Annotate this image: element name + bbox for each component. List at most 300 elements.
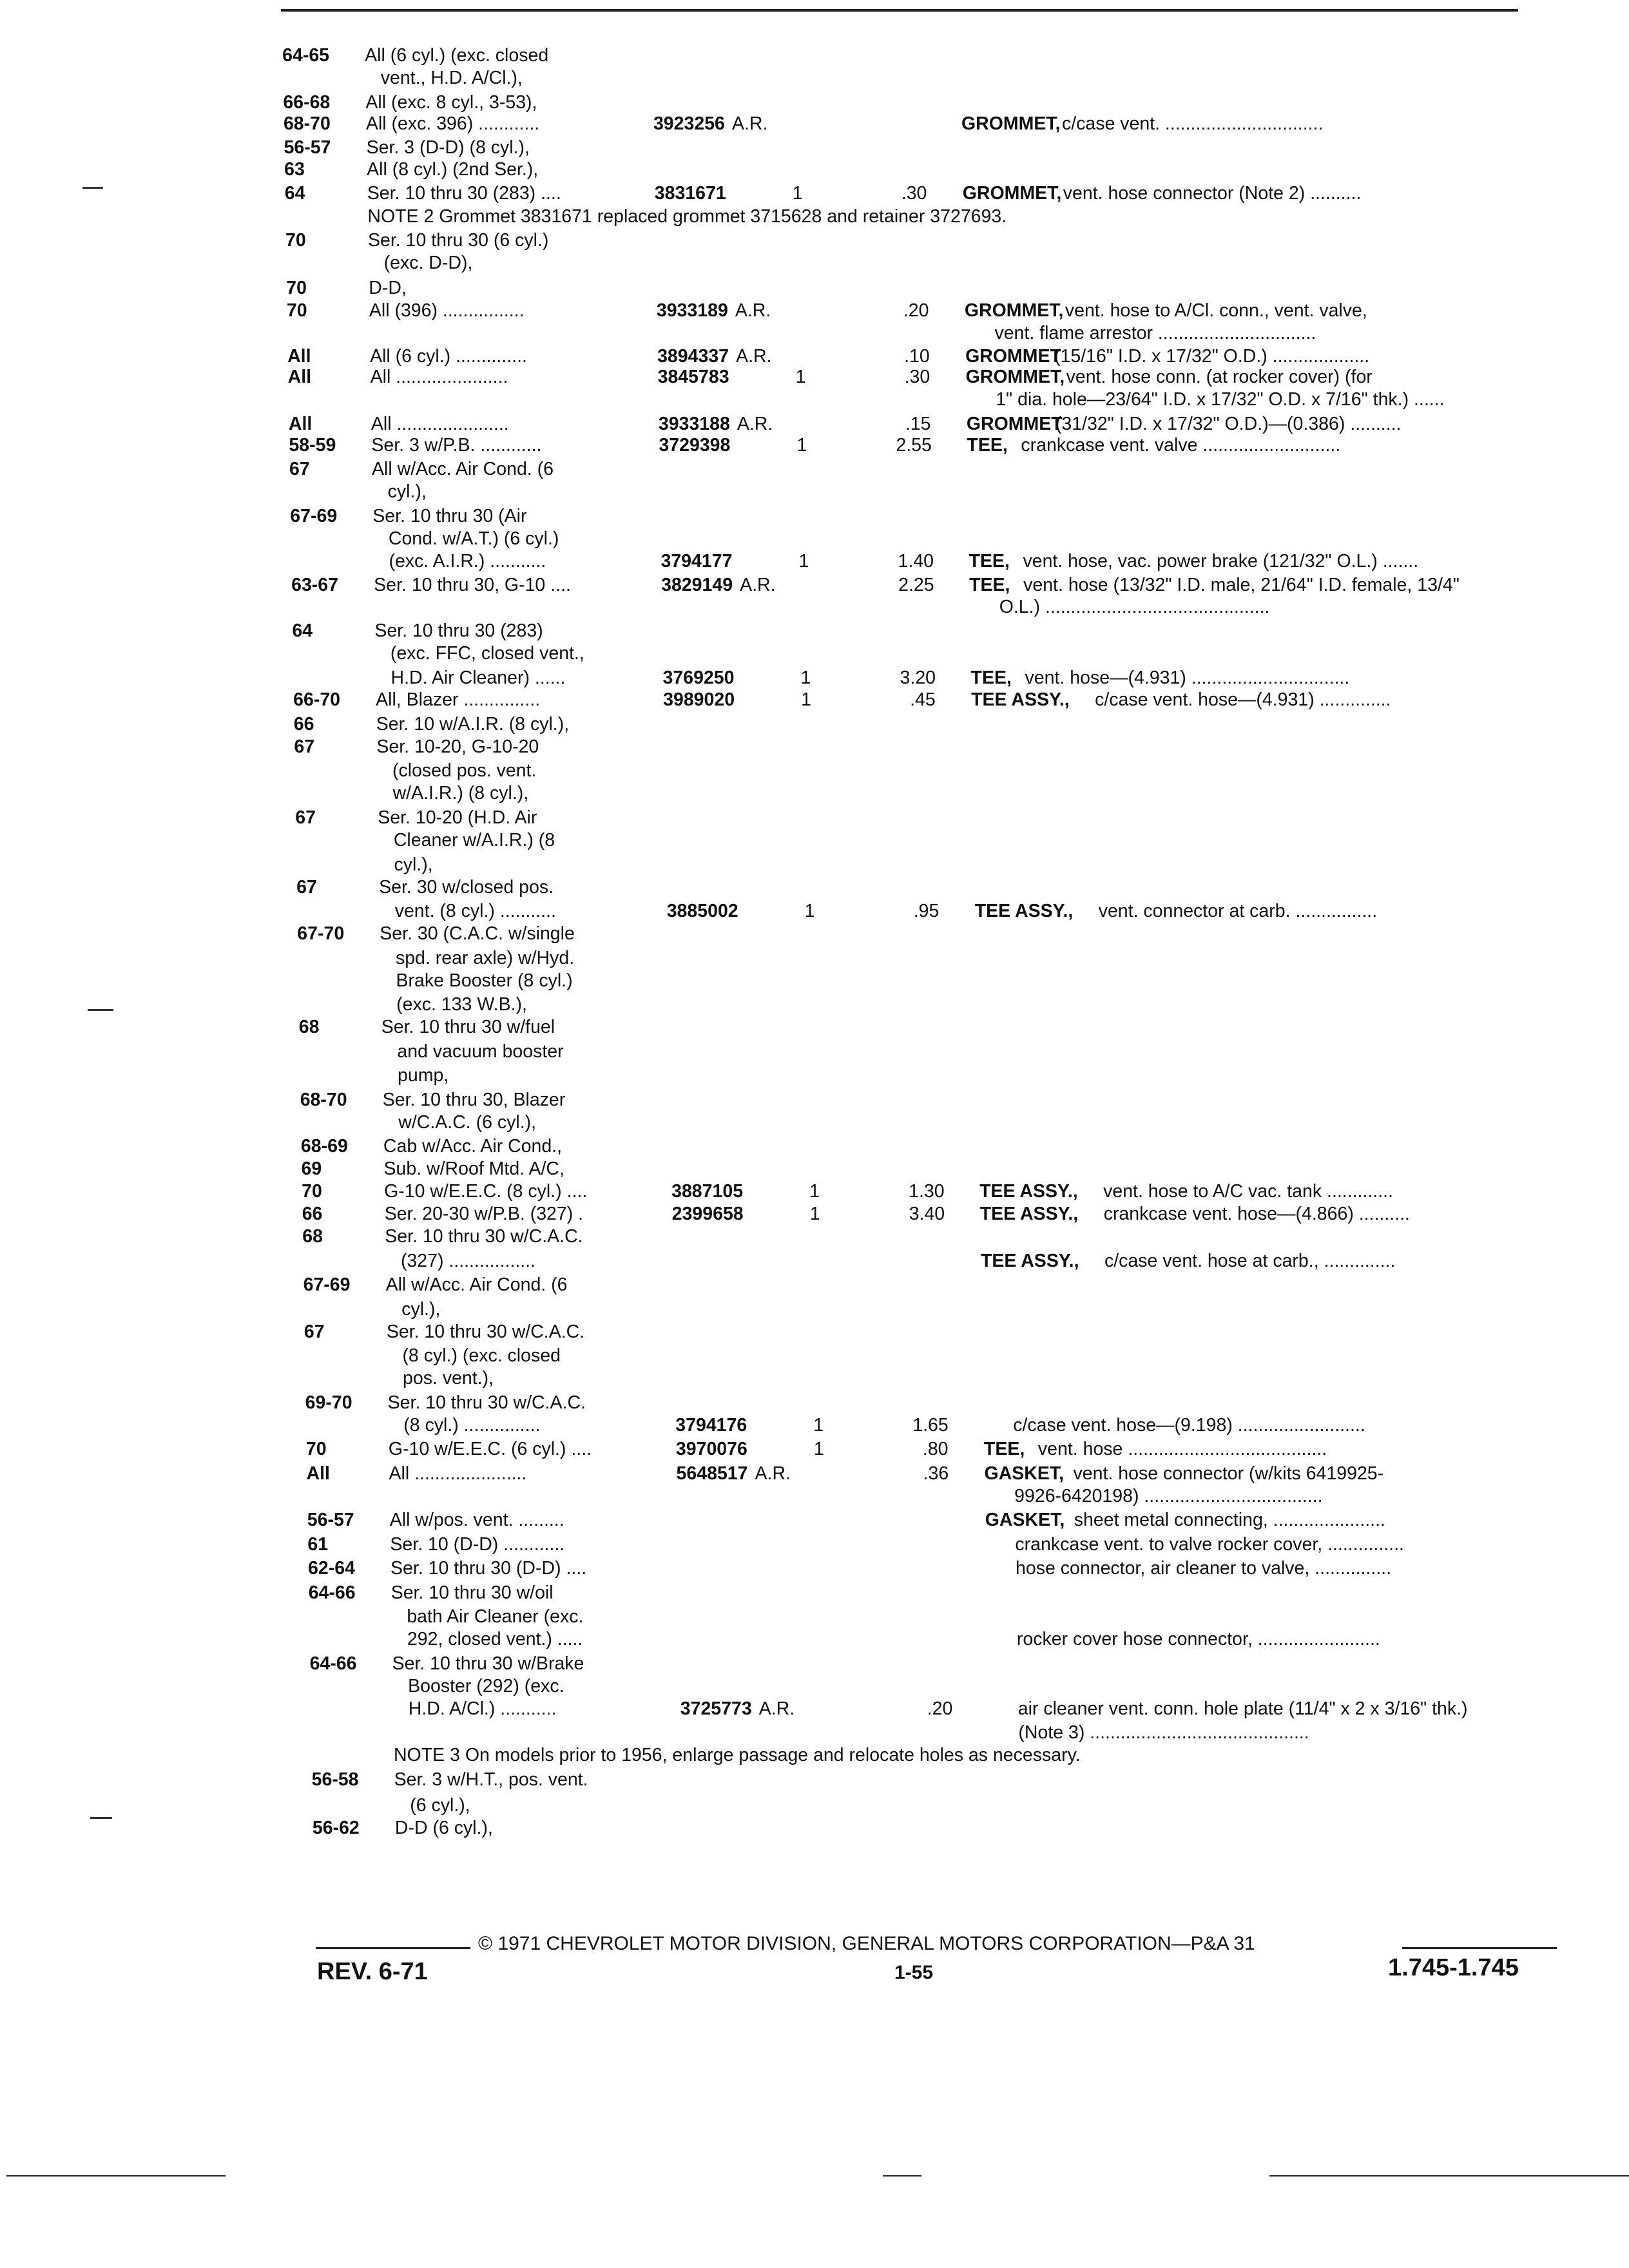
list-price: 1.40 bbox=[898, 551, 934, 572]
model-year: 69-70 bbox=[305, 1392, 352, 1413]
parts-row bbox=[0, 1040, 1629, 1064]
model-description: Ser. 10 thru 30 (283) bbox=[374, 620, 543, 641]
list-price: 2.25 bbox=[898, 575, 934, 595]
parts-row bbox=[0, 66, 1629, 91]
part-description: hose connector, air cleaner to valve, ............... bbox=[1016, 1558, 1392, 1579]
part-description: air cleaner vent. conn. hole plate (11/4" x 2 x 3/16" thk.) bbox=[1017, 1698, 1468, 1719]
quantity: A.R. bbox=[740, 575, 776, 595]
model-description: (6 cyl.), bbox=[410, 1795, 470, 1816]
part-description: vent. hose to A/Cl. conn., vent. valve, bbox=[1065, 300, 1367, 321]
model-description: 292, closed vent.) ..... bbox=[407, 1629, 583, 1649]
part-number: 3725773 bbox=[680, 1698, 752, 1719]
part-number: 3970076 bbox=[675, 1439, 747, 1459]
part-description: vent. connector at carb. ................ bbox=[1098, 901, 1378, 921]
parts-row bbox=[0, 1437, 1629, 1462]
model-year: 56-57 bbox=[307, 1510, 354, 1530]
model-description: (exc. FFC, closed vent., bbox=[390, 643, 584, 664]
part-title: TEE ASSY., bbox=[979, 1181, 1078, 1202]
model-year: 66 bbox=[293, 714, 314, 735]
quantity: 1 bbox=[798, 551, 809, 572]
parts-row bbox=[0, 1697, 1629, 1722]
model-description: w/A.I.R.) (8 cyl.), bbox=[392, 783, 529, 803]
model-description: (exc. 133 W.B.), bbox=[396, 994, 527, 1015]
model-year: 56-62 bbox=[312, 1818, 360, 1838]
model-description: cyl.), bbox=[387, 481, 427, 502]
top-rule bbox=[281, 9, 1518, 12]
model-description: Ser. 10 (D-D) ............ bbox=[390, 1534, 565, 1555]
model-year: 68-69 bbox=[300, 1136, 348, 1157]
parts-row bbox=[0, 388, 1629, 412]
quantity: 1 bbox=[795, 367, 806, 387]
part-description: vent. hose—(4.931) ............................... bbox=[1025, 668, 1350, 688]
parts-row bbox=[0, 1273, 1629, 1298]
parts-row bbox=[0, 1391, 1629, 1416]
model-year: 67-69 bbox=[290, 506, 338, 526]
parts-row bbox=[0, 573, 1629, 598]
quantity: 1 bbox=[800, 668, 811, 688]
model-year: All bbox=[306, 1463, 330, 1484]
model-description: All (6 cyl.) .............. bbox=[370, 346, 527, 367]
parts-row bbox=[0, 853, 1629, 878]
quantity: 1 bbox=[809, 1204, 820, 1224]
model-description: Ser. 3 (D-D) (8 cyl.), bbox=[366, 137, 530, 158]
part-title: GASKET, bbox=[984, 1463, 1065, 1484]
part-title: GROMMET, bbox=[965, 367, 1065, 387]
model-description: Brake Booster (8 cyl.) bbox=[396, 970, 573, 991]
model-description: vent. (8 cyl.) ........... bbox=[394, 901, 556, 921]
model-description: (327) ................. bbox=[400, 1251, 535, 1271]
model-description: NOTE 3 On models prior to 1956, enlarge passage and relocate holes as necessary. bbox=[393, 1745, 1081, 1765]
part-description: vent. hose connector (Note 2) .......... bbox=[1063, 183, 1362, 204]
part-title: TEE, bbox=[969, 551, 1010, 572]
part-description: vent. flame arrestor ............................... bbox=[994, 323, 1316, 343]
model-description: Ser. 30 w/closed pos. bbox=[379, 877, 554, 898]
part-title: GROMMET bbox=[965, 346, 1061, 367]
list-price: .30 bbox=[904, 367, 930, 387]
model-description: All ...................... bbox=[389, 1463, 527, 1484]
quantity: A.R. bbox=[755, 1463, 791, 1484]
part-description: vent. hose ....................................... bbox=[1037, 1439, 1327, 1459]
model-year: 56-57 bbox=[284, 137, 331, 158]
model-year: All bbox=[287, 367, 312, 387]
model-description: Ser. 10 thru 30 w/C.A.C. bbox=[386, 1321, 585, 1342]
footer-rule-left bbox=[316, 1947, 470, 1949]
parts-row bbox=[0, 688, 1629, 713]
model-description: vent., H.D. A/Cl.), bbox=[380, 68, 523, 88]
part-description: 1" dia. hole—23/64" I.D. x 17/32" O.D. x 7/16" thk.) ...... bbox=[996, 389, 1445, 410]
list-price: .30 bbox=[901, 183, 927, 204]
parts-row bbox=[0, 1508, 1629, 1533]
parts-row bbox=[0, 299, 1629, 323]
quantity: 1 bbox=[809, 1181, 820, 1202]
part-number: 3989020 bbox=[663, 689, 735, 710]
part-title: TEE ASSY., bbox=[979, 1204, 1079, 1224]
part-title: TEE ASSY., bbox=[971, 689, 1070, 710]
model-description: All ...................... bbox=[371, 414, 509, 434]
model-description: G-10 w/E.E.C. (6 cyl.) .... bbox=[388, 1439, 592, 1459]
model-year: 67 bbox=[294, 736, 315, 757]
model-year: 69 bbox=[301, 1158, 322, 1179]
model-description: All, Blazer ............... bbox=[376, 689, 541, 710]
model-year: 58-59 bbox=[289, 435, 336, 456]
list-price: 1.30 bbox=[909, 1181, 945, 1202]
model-year: 66 bbox=[302, 1204, 323, 1224]
parts-row bbox=[0, 1249, 1629, 1274]
parts-row bbox=[0, 1344, 1629, 1369]
model-year: All bbox=[287, 346, 311, 367]
model-year: 68 bbox=[298, 1017, 320, 1037]
part-description: sheet metal connecting, ...................... bbox=[1074, 1510, 1385, 1530]
margin-mark bbox=[90, 1817, 112, 1819]
footer-page-number: 1-55 bbox=[894, 1962, 934, 1983]
model-description: Ser. 10 thru 30 w/C.A.C. bbox=[387, 1392, 586, 1413]
model-year: 64-65 bbox=[282, 45, 330, 66]
part-description: rocker cover hose connector, ........................ bbox=[1016, 1629, 1380, 1649]
part-description: crankcase vent. valve ........................... bbox=[1021, 435, 1341, 456]
parts-row bbox=[0, 1581, 1629, 1606]
parts-row bbox=[0, 969, 1629, 994]
model-description: H.D. Air Cleaner) ...... bbox=[390, 668, 566, 688]
model-description: Ser. 10 thru 30 (D-D) .... bbox=[390, 1558, 587, 1579]
part-number: 2399658 bbox=[671, 1204, 744, 1224]
part-number: 3829149 bbox=[661, 575, 733, 595]
model-description: Cleaner w/A.I.R.) (8 bbox=[393, 830, 555, 850]
model-description: Ser. 10 thru 30, G-10 .... bbox=[374, 575, 571, 595]
part-description: vent. hose conn. (at rocker cover) (for bbox=[1066, 367, 1373, 387]
parts-row bbox=[0, 947, 1629, 971]
parts-row bbox=[0, 993, 1629, 1017]
parts-row bbox=[0, 182, 1629, 206]
parts-row bbox=[0, 1721, 1629, 1745]
parts-row bbox=[0, 1462, 1629, 1486]
parts-row bbox=[0, 1088, 1629, 1113]
model-year: 64 bbox=[292, 620, 313, 641]
quantity: A.R. bbox=[736, 346, 772, 367]
part-description: c/case vent. hose at carb., .............. bbox=[1104, 1251, 1396, 1271]
model-year: 56-58 bbox=[311, 1769, 359, 1790]
part-description: O.L.) ............................................ bbox=[999, 597, 1270, 617]
model-year: 68 bbox=[302, 1226, 323, 1247]
list-price: .20 bbox=[927, 1698, 953, 1719]
parts-row bbox=[0, 1414, 1629, 1438]
list-price: .95 bbox=[913, 901, 940, 921]
model-description: (8 cyl.) (exc. closed bbox=[402, 1345, 561, 1366]
model-description: Ser. 10 thru 30 (283) .... bbox=[367, 183, 561, 204]
quantity: 1 bbox=[813, 1439, 824, 1459]
model-description: All (396) ................ bbox=[369, 300, 525, 321]
scan-edge-line bbox=[6, 2175, 226, 2177]
model-description: All (exc. 396) ............ bbox=[365, 113, 540, 134]
parts-row bbox=[0, 205, 1629, 229]
model-description: Ser. 10 thru 30 w/Brake bbox=[392, 1653, 584, 1674]
part-title: TEE ASSY., bbox=[980, 1251, 1079, 1271]
model-year: 70 bbox=[305, 1439, 327, 1459]
scan-edge-line bbox=[1269, 2175, 1629, 2177]
parts-row bbox=[0, 505, 1629, 529]
model-year: 63-67 bbox=[291, 575, 339, 595]
parts-row bbox=[0, 1064, 1629, 1088]
model-year: 62-64 bbox=[308, 1558, 355, 1579]
parts-row bbox=[0, 136, 1629, 160]
parts-row bbox=[0, 251, 1629, 276]
model-description: Sub. w/Roof Mtd. A/C, bbox=[383, 1158, 564, 1179]
parts-row bbox=[0, 1298, 1629, 1322]
model-description: All w/Acc. Air Cond. (6 bbox=[372, 459, 554, 479]
quantity: A.R. bbox=[737, 414, 773, 434]
model-description: All (8 cyl.) (2nd Ser.), bbox=[367, 159, 539, 180]
parts-row bbox=[0, 1225, 1629, 1249]
parts-row bbox=[0, 1485, 1629, 1509]
part-number: 3769250 bbox=[662, 668, 735, 688]
part-number: 3933189 bbox=[656, 300, 728, 321]
parts-row bbox=[0, 229, 1629, 253]
model-description: Ser. 10-20 (H.D. Air bbox=[378, 807, 537, 828]
model-year: 67 bbox=[304, 1321, 325, 1342]
part-description: vent. hose to A/C vac. tank ............. bbox=[1103, 1181, 1393, 1202]
model-description: Ser. 10 thru 30 (Air bbox=[372, 506, 527, 526]
parts-row bbox=[0, 1202, 1629, 1227]
parts-row bbox=[0, 112, 1629, 137]
part-number: 3887105 bbox=[671, 1181, 744, 1202]
parts-row bbox=[0, 642, 1629, 666]
model-description: Cab w/Acc. Air Cond., bbox=[383, 1136, 563, 1157]
parts-row bbox=[0, 1744, 1629, 1768]
part-description: vent. hose, vac. power brake (121/32" O.L.) ....... bbox=[1023, 551, 1419, 572]
part-title: GASKET, bbox=[985, 1510, 1065, 1530]
quantity: 1 bbox=[796, 435, 807, 456]
parts-row bbox=[0, 1135, 1629, 1159]
parts-row bbox=[0, 1768, 1629, 1792]
part-title: TEE, bbox=[969, 575, 1010, 595]
part-description: c/case vent. hose—(9.198) ......................... bbox=[1013, 1415, 1365, 1436]
model-description: pump, bbox=[398, 1065, 449, 1086]
parts-row bbox=[0, 276, 1629, 301]
parts-row bbox=[0, 434, 1629, 458]
parts-row bbox=[0, 1533, 1629, 1557]
model-year: 61 bbox=[307, 1534, 329, 1555]
parts-row bbox=[0, 735, 1629, 760]
parts-row bbox=[0, 899, 1629, 924]
parts-row bbox=[0, 44, 1629, 68]
parts-row bbox=[0, 1180, 1629, 1204]
model-description: D-D (6 cyl.), bbox=[394, 1818, 493, 1838]
model-description: Cond. w/A.T.) (6 cyl.) bbox=[388, 528, 559, 549]
parts-row bbox=[0, 1157, 1629, 1182]
part-description: (15/16" I.D. x 17/32" O.D.) ................... bbox=[1054, 346, 1370, 367]
part-description: crankcase vent. hose—(4.866) .......... bbox=[1103, 1204, 1410, 1224]
list-price: .36 bbox=[923, 1463, 949, 1484]
parts-row bbox=[0, 806, 1629, 831]
quantity: A.R. bbox=[758, 1698, 795, 1719]
list-price: .20 bbox=[903, 300, 929, 321]
parts-row bbox=[0, 1320, 1629, 1345]
part-description: (Note 3) ........................................... bbox=[1018, 1722, 1309, 1743]
parts-row bbox=[0, 1628, 1629, 1652]
model-description: All w/Acc. Air Cond. (6 bbox=[385, 1274, 568, 1295]
parts-row bbox=[0, 713, 1629, 737]
model-description: (8 cyl.) ............... bbox=[403, 1415, 541, 1436]
parts-row bbox=[0, 1652, 1629, 1677]
model-year: 63 bbox=[284, 159, 305, 180]
scan-edge-line bbox=[883, 2175, 921, 2177]
model-year: 67-69 bbox=[303, 1274, 351, 1295]
model-description: Ser. 10 w/A.I.R. (8 cyl.), bbox=[376, 714, 570, 735]
model-description: cyl.), bbox=[401, 1299, 441, 1320]
model-description: All (exc. 8 cyl., 3-53), bbox=[365, 92, 537, 113]
model-description: and vacuum booster bbox=[397, 1041, 564, 1062]
part-number: 5648517 bbox=[676, 1463, 748, 1484]
part-description: c/case vent. hose—(4.931) .............. bbox=[1095, 689, 1391, 710]
parts-row bbox=[0, 619, 1629, 644]
quantity: 1 bbox=[813, 1415, 824, 1436]
part-description: vent. hose connector (w/kits 6419925- bbox=[1073, 1463, 1384, 1484]
list-price: 2.55 bbox=[896, 435, 932, 456]
list-price: 3.20 bbox=[900, 668, 936, 688]
model-description: (closed pos. vent. bbox=[392, 760, 537, 781]
parts-row bbox=[0, 666, 1629, 691]
parts-row bbox=[0, 1111, 1629, 1135]
model-year: All bbox=[288, 414, 313, 434]
quantity: A.R. bbox=[731, 113, 768, 134]
list-price: 3.40 bbox=[909, 1204, 945, 1224]
list-price: .80 bbox=[922, 1439, 949, 1459]
parts-row bbox=[0, 1605, 1629, 1629]
part-number: 3845783 bbox=[657, 367, 729, 387]
parts-row bbox=[0, 158, 1629, 182]
model-description: cyl.), bbox=[394, 854, 433, 875]
part-title: TEE ASSY., bbox=[974, 901, 1074, 921]
part-title: TEE, bbox=[970, 668, 1012, 688]
part-number: 3885002 bbox=[666, 901, 738, 921]
model-year: 64 bbox=[284, 183, 305, 204]
parts-row bbox=[0, 365, 1629, 390]
parts-row bbox=[0, 1794, 1629, 1818]
model-year: 67-70 bbox=[297, 923, 345, 944]
part-number: 3923256 bbox=[653, 113, 725, 134]
list-price: .10 bbox=[904, 346, 930, 367]
model-description: G-10 w/E.E.C. (8 cyl.) .... bbox=[384, 1181, 588, 1202]
model-year: 68-70 bbox=[283, 113, 331, 134]
model-description: (exc. D-D), bbox=[383, 253, 473, 273]
parts-row bbox=[0, 759, 1629, 783]
model-description: Ser. 3 w/P.B. ............ bbox=[371, 435, 542, 456]
model-description: (exc. A.I.R.) ........... bbox=[389, 551, 546, 572]
model-description: Booster (292) (exc. bbox=[408, 1676, 564, 1696]
parts-row bbox=[0, 595, 1629, 620]
model-year: 70 bbox=[302, 1181, 322, 1202]
quantity: 1 bbox=[801, 689, 811, 710]
part-title: GROMMET, bbox=[961, 113, 1061, 134]
model-year: 70 bbox=[286, 300, 307, 321]
parts-row bbox=[0, 1557, 1629, 1581]
part-number: 3933188 bbox=[658, 414, 730, 434]
model-year: 67 bbox=[295, 807, 316, 828]
model-year: 67 bbox=[289, 459, 310, 479]
model-description: Ser. 10 thru 30 w/C.A.C. bbox=[385, 1226, 583, 1247]
model-year: 68-70 bbox=[300, 1090, 347, 1110]
parts-row bbox=[0, 457, 1629, 482]
part-number: 3894337 bbox=[657, 346, 729, 367]
model-description: Ser. 3 w/H.T., pos. vent. bbox=[394, 1769, 588, 1790]
footer-copyright: © 1971 CHEVROLET MOTOR DIVISION, GENERAL MOTORS CORPORATION—P&A 31 bbox=[478, 1933, 1255, 1954]
model-description: spd. rear axle) w/Hyd. bbox=[395, 948, 575, 968]
part-title: TEE, bbox=[967, 435, 1008, 456]
parts-row bbox=[0, 550, 1629, 574]
list-price: 1.65 bbox=[912, 1415, 949, 1436]
part-description: 9926-6420198) ................................... bbox=[1014, 1486, 1323, 1506]
quantity: 1 bbox=[792, 183, 803, 204]
model-description: bath Air Cleaner (exc. bbox=[407, 1606, 584, 1627]
model-description: NOTE 2 Grommet 3831671 replaced grommet 3715628 and retainer 3727693. bbox=[367, 206, 1007, 227]
footer-rule-right bbox=[1402, 1947, 1557, 1949]
model-description: w/C.A.C. (6 cyl.), bbox=[398, 1112, 537, 1133]
part-title: GROMMET bbox=[966, 414, 1063, 434]
part-number: 3794177 bbox=[660, 551, 733, 572]
model-description: Ser. 10 thru 30 (6 cyl.) bbox=[368, 230, 549, 251]
parts-row bbox=[0, 782, 1629, 806]
parts-row bbox=[0, 527, 1629, 552]
footer-revision: REV. 6-71 bbox=[317, 1958, 428, 1985]
parts-row bbox=[0, 1367, 1629, 1391]
model-description: Ser. 10 thru 30 w/oil bbox=[390, 1582, 554, 1603]
parts-row bbox=[0, 1015, 1629, 1040]
margin-mark bbox=[82, 187, 103, 189]
parts-row bbox=[0, 829, 1629, 853]
model-description: pos. vent.), bbox=[403, 1368, 494, 1389]
model-description: D-D, bbox=[369, 278, 407, 298]
model-description: Ser. 10 thru 30, Blazer bbox=[382, 1090, 566, 1110]
part-title: TEE, bbox=[983, 1439, 1025, 1459]
part-title: GROMMET, bbox=[962, 183, 1062, 204]
parts-row bbox=[0, 480, 1629, 505]
model-year: 67 bbox=[296, 877, 317, 898]
footer-section-number: 1.745-1.745 bbox=[1388, 1954, 1519, 1981]
model-description: All (6 cyl.) (exc. closed bbox=[365, 45, 549, 66]
parts-row bbox=[0, 922, 1629, 947]
model-description: Ser. 10 thru 30 w/fuel bbox=[381, 1017, 555, 1037]
part-description: crankcase vent. to valve rocker cover, ............... bbox=[1015, 1534, 1404, 1555]
list-price: .45 bbox=[910, 689, 936, 710]
model-year: 64-66 bbox=[309, 1653, 357, 1674]
part-title: GROMMET, bbox=[964, 300, 1064, 321]
model-description: All w/pos. vent. ......... bbox=[389, 1510, 564, 1530]
part-description: c/case vent. ............................... bbox=[1061, 113, 1324, 134]
part-number: 3831671 bbox=[654, 183, 726, 204]
margin-mark bbox=[88, 1009, 113, 1011]
quantity: 1 bbox=[804, 901, 815, 921]
model-description: Ser. 20-30 w/P.B. (327) . bbox=[384, 1204, 584, 1224]
model-description: All ...................... bbox=[370, 367, 508, 387]
model-year: 64-66 bbox=[308, 1582, 356, 1603]
part-number: 3729398 bbox=[659, 435, 731, 456]
model-year: 66-68 bbox=[283, 92, 331, 113]
list-price: .15 bbox=[905, 414, 931, 434]
part-number: 3794176 bbox=[675, 1415, 747, 1436]
model-year: 70 bbox=[286, 278, 307, 298]
parts-row bbox=[0, 322, 1629, 346]
parts-row bbox=[0, 876, 1629, 900]
model-description: Ser. 30 (C.A.C. w/single bbox=[380, 923, 575, 944]
parts-row bbox=[0, 1675, 1629, 1699]
parts-row bbox=[0, 1816, 1629, 1841]
part-description: vent. hose (13/32" I.D. male, 21/64" I.D. female, 13/4" bbox=[1023, 575, 1460, 595]
model-year: 70 bbox=[285, 230, 306, 251]
model-year: 66-70 bbox=[293, 689, 341, 710]
model-description: H.D. A/Cl.) ........... bbox=[408, 1698, 557, 1719]
model-description: Ser. 10-20, G-10-20 bbox=[376, 736, 539, 757]
quantity: A.R. bbox=[735, 300, 771, 321]
part-description: (31/32" I.D. x 17/32" O.D.)—(0.386) .......... bbox=[1055, 414, 1402, 434]
